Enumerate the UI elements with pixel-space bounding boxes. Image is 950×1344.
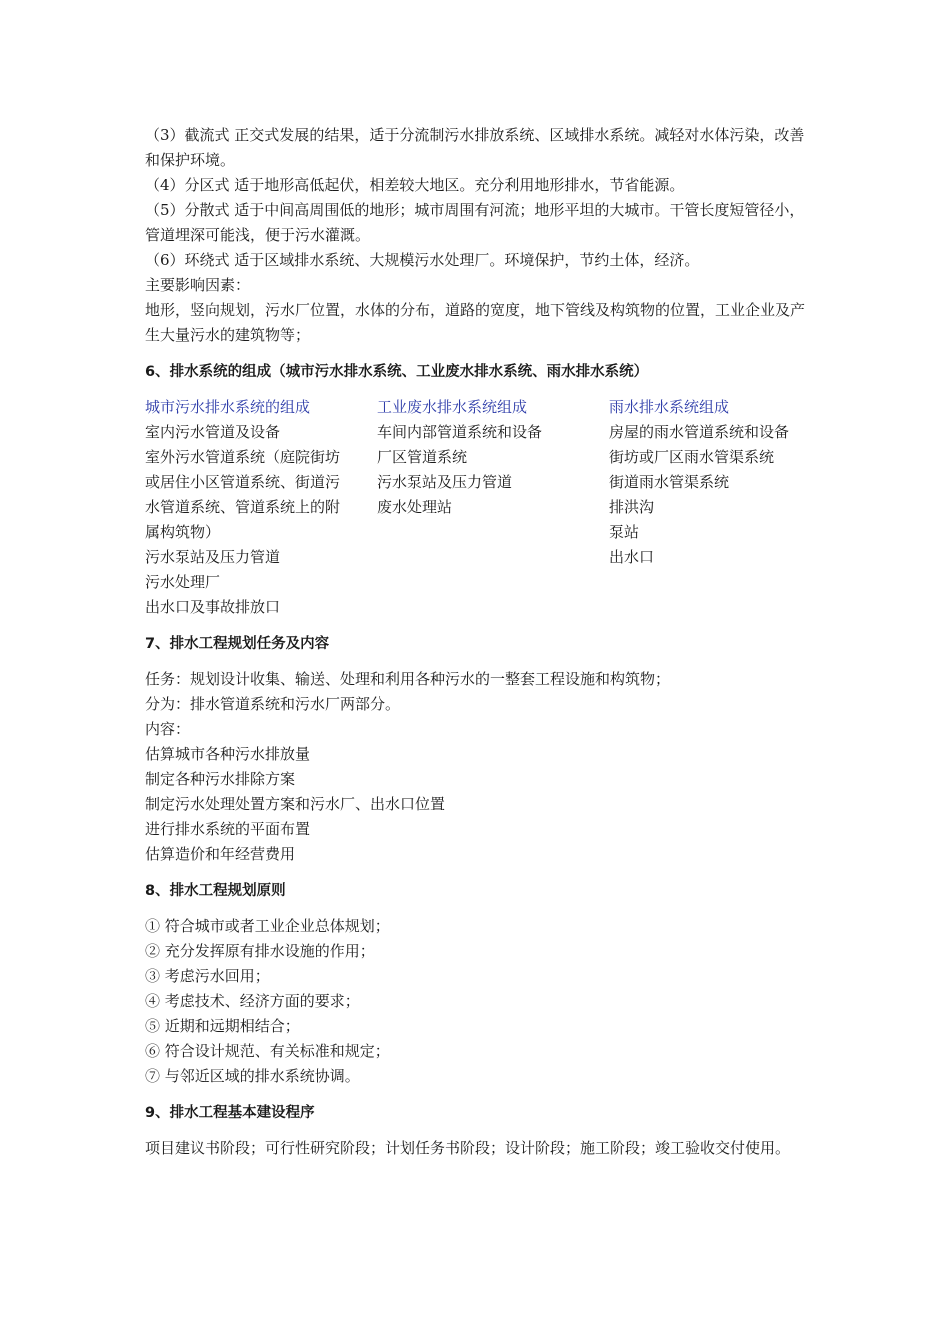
list-item: 出水口及事故排放口 <box>145 598 281 616</box>
column-title: 工业废水排水系统组成 <box>377 398 528 416</box>
list-item: 废水处理站 <box>377 498 453 516</box>
list-item: 室外污水管道系统（庭院街坊或居住小区管道系统、街道污水管道系统、管道系统上的附属构筑物） <box>145 448 341 541</box>
section-8-body <box>145 914 810 1089</box>
list-item: 泵站 <box>609 523 640 541</box>
system-composition-columns <box>145 395 810 620</box>
procedure-text: 项目建议书阶段；可行性研究阶段；计划任务书阶段；设计阶段；施工阶段；竣工验收交付使用。 <box>145 1139 791 1157</box>
content-item: 制定各种污水排除方案 <box>145 770 296 788</box>
list-item: 街坊或厂区雨水管渠系统 <box>609 448 775 466</box>
intro-block <box>145 123 810 348</box>
column-rainwater <box>609 395 809 620</box>
principle-item: ③ 考虑污水回用； <box>145 967 270 985</box>
column-title: 雨水排水系统组成 <box>609 398 730 416</box>
column-industrial-wastewater <box>377 395 609 620</box>
column-title: 城市污水排水系统的组成 <box>145 398 311 416</box>
paragraph-distributed: （5）分散式 适于中间高周围低的地形；城市周围有河流；地形平坦的大城市。干管长度短管径小，管道埋深可能浅，便于污水灌溉。 <box>145 201 805 244</box>
section-9-body <box>145 1136 810 1161</box>
list-item: 车间内部管道系统和设备 <box>377 423 543 441</box>
list-item: 厂区管道系统 <box>377 448 468 466</box>
list-item: 污水泵站及压力管道 <box>145 548 281 566</box>
task-line: 任务：规划设计收集、输送、处理和利用各种污水的一整套工程设施和构筑物； <box>145 670 671 688</box>
principle-item: ⑥ 符合设计规范、有关标准和规定； <box>145 1042 390 1060</box>
section-6-heading: 6、排水系统的组成（城市污水排水系统、工业废水排水系统、雨水排水系统） <box>145 364 649 380</box>
division-line: 分为：排水管道系统和污水厂两部分。 <box>145 695 401 713</box>
factors-text: 地形，竖向规划，污水厂位置，水体的分布，道路的宽度，地下管线及构筑物的位置，工业企业及产生大量污水的建筑物等； <box>145 301 806 344</box>
list-item: 室内污水管道及设备 <box>145 423 281 441</box>
column-urban-sewage <box>145 395 377 620</box>
paragraph-ring: （6）环绕式 适于区域排水系统、大规模污水处理厂。环境保护，节约土体，经济。 <box>145 251 700 269</box>
principle-item: ② 充分发挥原有排水设施的作用； <box>145 942 375 960</box>
content-item: 进行排水系统的平面布置 <box>145 820 311 838</box>
list-item: 街道雨水管渠系统 <box>609 473 730 491</box>
paragraph-zoned: （4）分区式 适于地形高低起伏，相差较大地区。充分利用地形排水，节省能源。 <box>145 176 685 194</box>
document-page <box>145 123 810 1161</box>
list-item: 房屋的雨水管道系统和设备 <box>609 423 790 441</box>
list-item: 污水泵站及压力管道 <box>377 473 513 491</box>
section-7-heading: 7、排水工程规划任务及内容 <box>145 636 330 652</box>
paragraph-interception: （3）截流式 正交式发展的结果，适于分流制污水排放系统、区域排水系统。减轻对水体污染，改善和保护环境。 <box>145 126 805 169</box>
principle-item: ① 符合城市或者工业企业总体规划； <box>145 917 390 935</box>
factors-label: 主要影响因素： <box>145 276 251 294</box>
principle-item: ⑦ 与邻近区域的排水系统协调。 <box>145 1067 360 1085</box>
content-item: 估算造价和年经营费用 <box>145 845 296 863</box>
list-item: 污水处理厂 <box>145 573 221 591</box>
content-label: 内容： <box>145 720 191 738</box>
section-9-heading: 9、排水工程基本建设程序 <box>145 1105 315 1121</box>
section-7-body <box>145 667 810 867</box>
content-item: 估算城市各种污水排放量 <box>145 745 311 763</box>
list-item: 排洪沟 <box>609 498 655 516</box>
content-item: 制定污水处理处置方案和污水厂、出水口位置 <box>145 795 446 813</box>
list-item: 出水口 <box>609 548 655 566</box>
principle-item: ⑤ 近期和远期相结合； <box>145 1017 300 1035</box>
section-8-heading: 8、排水工程规划原则 <box>145 883 286 899</box>
principle-item: ④ 考虑技术、经济方面的要求； <box>145 992 360 1010</box>
